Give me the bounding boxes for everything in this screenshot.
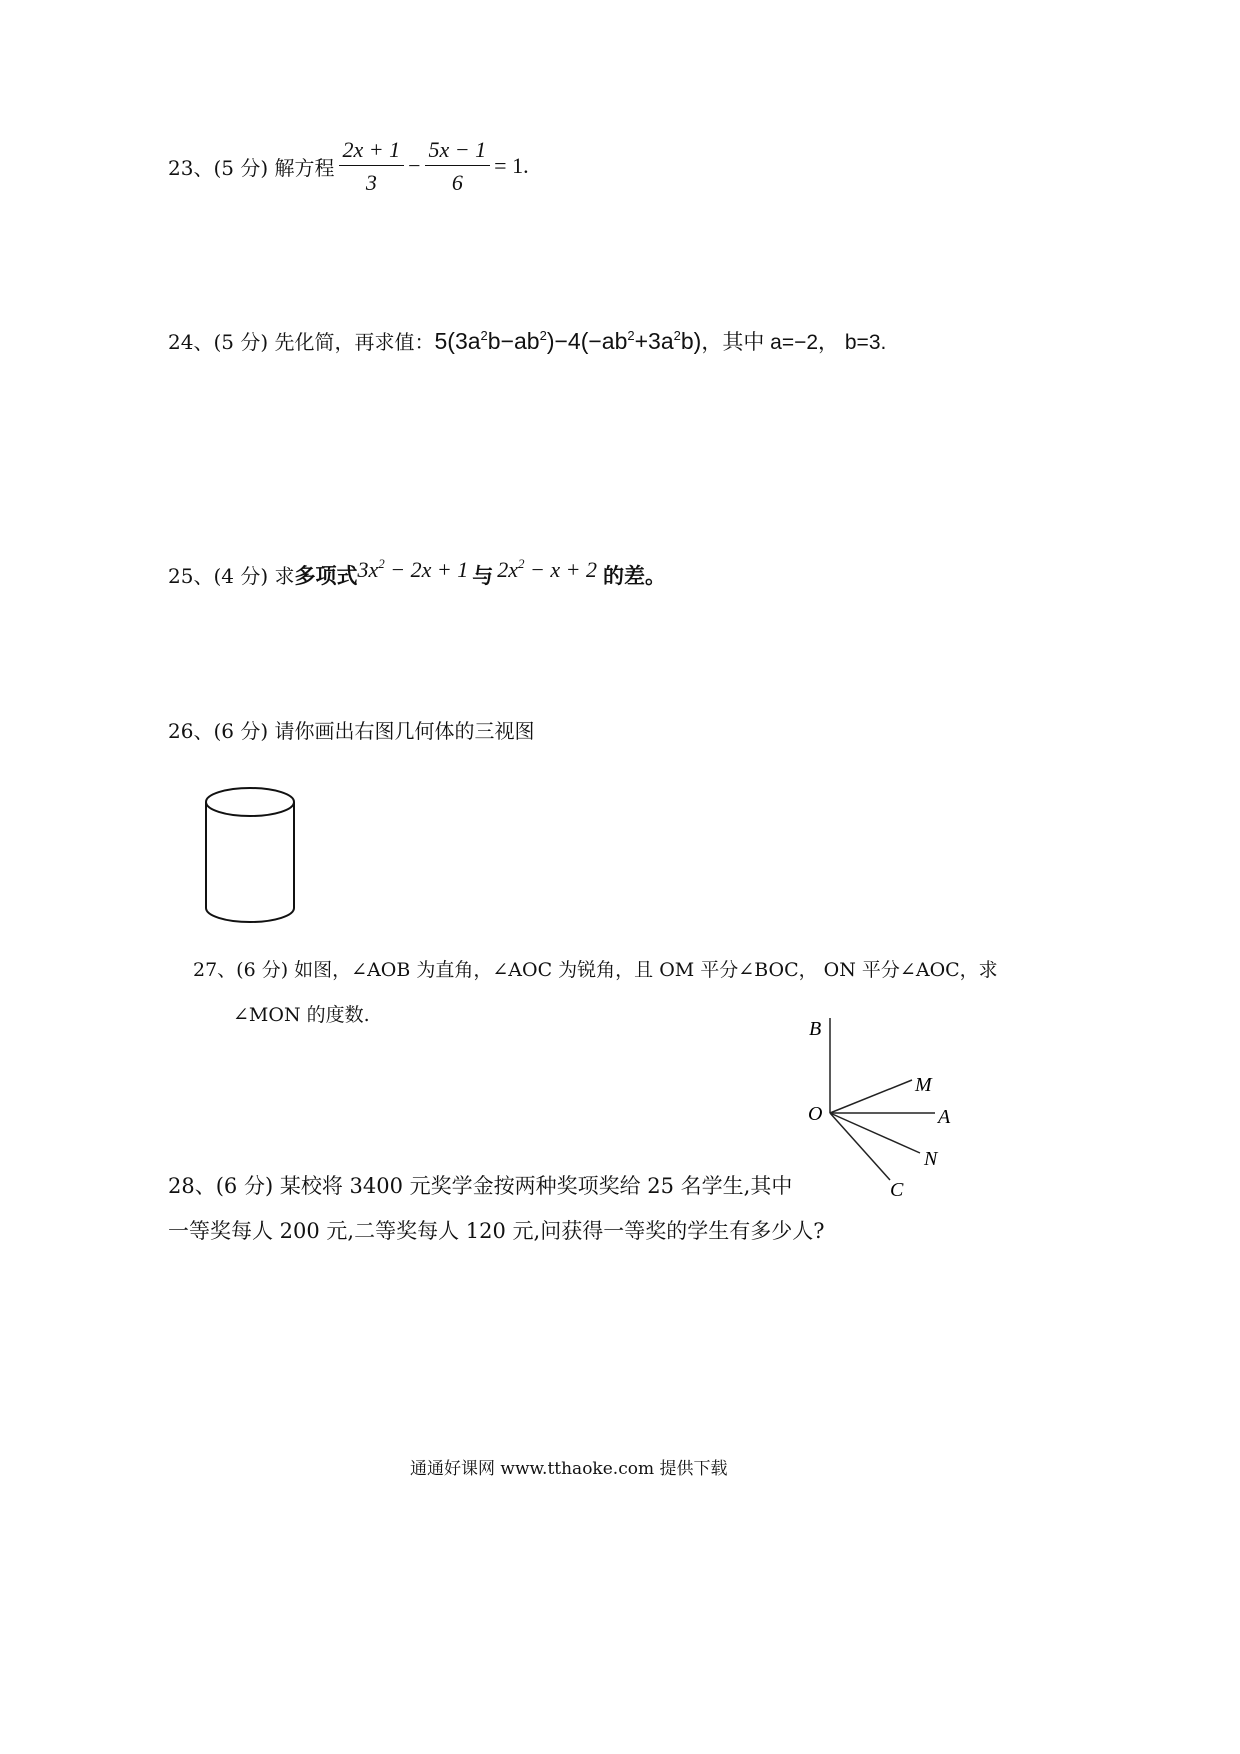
expr-part: b) <box>680 328 702 354</box>
poly-part: 3x <box>357 557 379 582</box>
fraction-2 <box>425 136 491 195</box>
question-25-bold-1: 多项式 <box>294 565 358 588</box>
cylinder-figure <box>200 780 300 930</box>
poly-part: − x + 2 <box>524 557 597 582</box>
label-c: C <box>890 1179 904 1201</box>
page-footer: 通通好课网 www.tthaoke.com 提供下载 <box>410 1459 728 1479</box>
question-23 <box>168 136 529 196</box>
poly-part: − 2x + 1 <box>384 557 469 582</box>
cylinder-drawing <box>200 780 300 930</box>
fraction-1 <box>339 136 405 195</box>
question-26: 26、(6 分) 请你画出右图几何体的三视图 <box>168 719 535 743</box>
ray-oc <box>830 1113 890 1180</box>
poly-part: 2x <box>497 557 518 582</box>
cylinder-body <box>206 802 294 922</box>
label-m: M <box>915 1074 932 1096</box>
fraction-1-numerator: 2x + 1 <box>339 139 405 166</box>
exponent: 2 <box>673 328 681 343</box>
fraction-2-denominator: 6 <box>451 169 463 195</box>
polynomial-2 <box>497 557 597 582</box>
question-25-bold-2: 与 <box>472 565 494 588</box>
minus-sign: − <box>408 153 421 178</box>
polynomial-1 <box>358 557 469 582</box>
question-24 <box>168 326 886 356</box>
exponent: 2 <box>518 556 525 571</box>
exponent: 2 <box>480 328 488 343</box>
exponent: 2 <box>539 328 547 343</box>
label-o: O <box>808 1103 823 1125</box>
ray-om <box>830 1080 912 1113</box>
question-27-line-2: ∠MON 的度数. <box>233 1004 370 1026</box>
question-24-values: ，其中 a=−2， b=3. <box>701 331 887 354</box>
ray-on <box>830 1113 920 1153</box>
angle-diagram <box>800 1010 965 1205</box>
exponent: 2 <box>627 328 635 343</box>
exponent: 2 <box>378 556 385 571</box>
cylinder-top-ellipse <box>206 788 294 816</box>
question-24-label: 24、(5 分) 先化简，再求值： <box>168 330 435 354</box>
question-23-label: 23、(5 分) 解方程 <box>168 155 335 180</box>
label-b: B <box>809 1018 822 1040</box>
question-27-line-1: 27、(6 分) 如图，∠AOB 为直角，∠AOC 为锐角，且 OM 平分∠BOC， ON 平分∠AOC，求 <box>193 959 998 981</box>
equation-rhs: = 1. <box>494 153 529 178</box>
question-25-bold-3: 的差。 <box>602 565 666 588</box>
fraction-2-numerator: 5x − 1 <box>425 139 491 166</box>
expr-part: b−ab <box>487 328 540 354</box>
expr-part: 5(3a <box>434 328 481 354</box>
expr-part: )−4(−ab <box>546 328 628 354</box>
angle-figure <box>800 1010 965 1205</box>
question-25-label: 25、(4 分) 求 <box>168 564 295 588</box>
question-24-expression <box>435 328 702 354</box>
question-28-line-1: 28、(6 分) 某校将 3400 元奖学金按两种奖项奖给 25 名学生,其中 <box>168 1174 793 1198</box>
question-28-line-2: 一等奖每人 200 元,二等奖每人 120 元,问获得一等奖的学生有多少人? <box>168 1219 825 1243</box>
label-a: A <box>938 1106 951 1128</box>
label-n: N <box>924 1148 938 1170</box>
expr-part: +3a <box>634 328 674 354</box>
fraction-1-denominator: 3 <box>365 169 377 195</box>
question-25 <box>168 556 666 590</box>
